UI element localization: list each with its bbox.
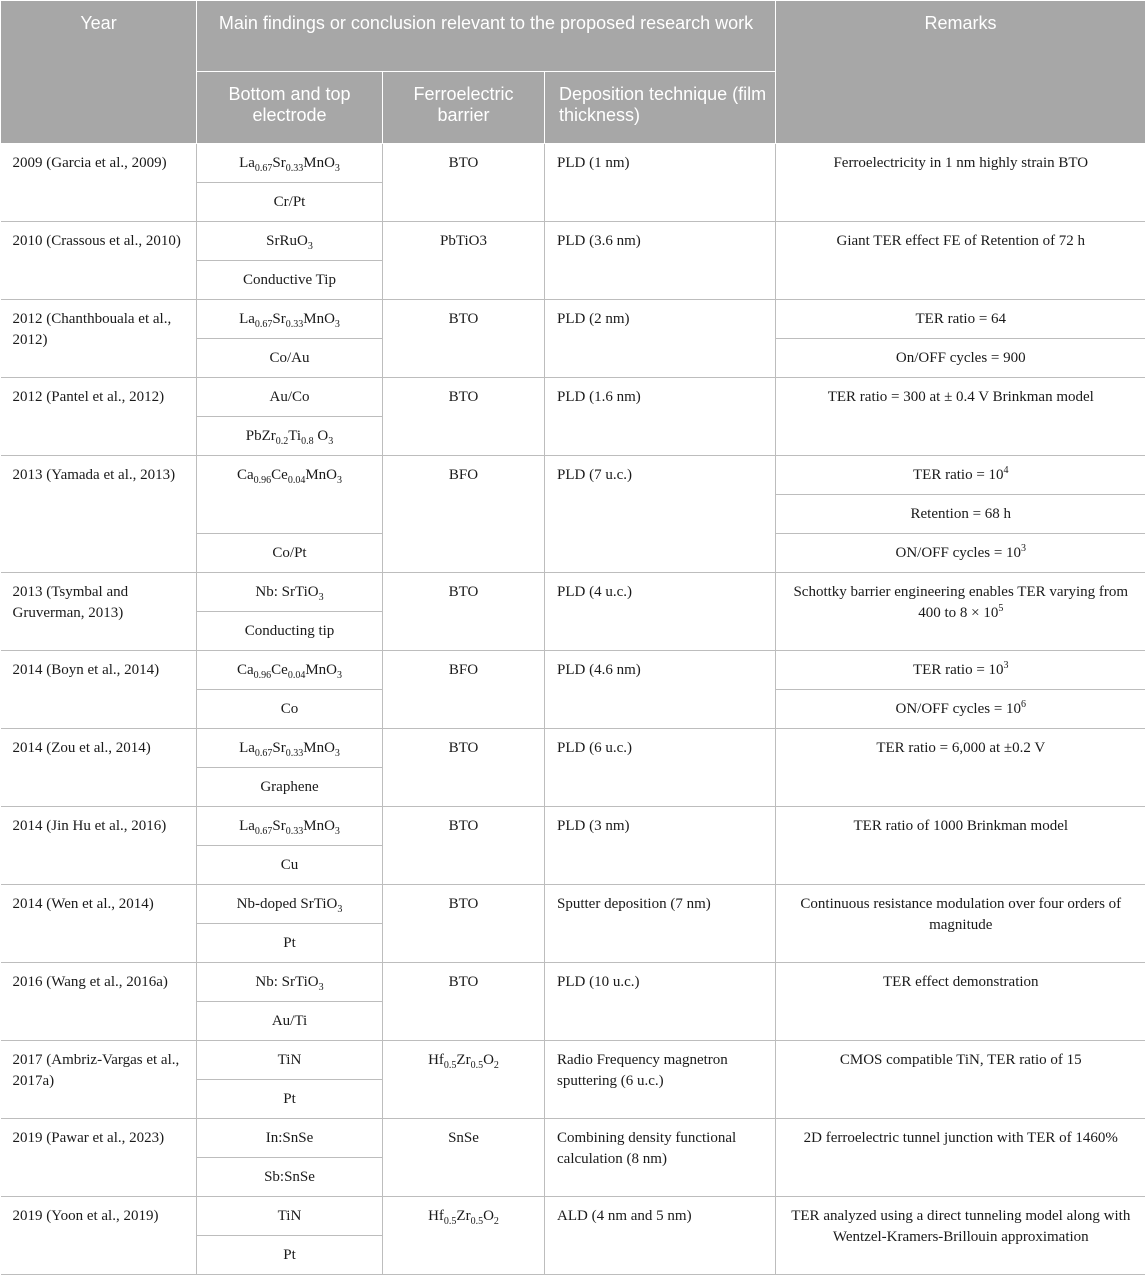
remarks-cell: On/OFF cycles = 900: [776, 339, 1145, 378]
table-row: [1, 651, 1145, 690]
year-cell: 2014 (Jin Hu et al., 2016): [1, 807, 197, 885]
top-electrode-cell: Cr/Pt: [197, 183, 383, 222]
remarks-cell: TER ratio = $10^3$: [776, 651, 1145, 690]
deposition-cell: PLD (3.6 nm): [545, 222, 776, 300]
remarks-cell: Giant TER effect FE of Retention of 72 h: [776, 222, 1145, 300]
deposition-cell: ALD (4 nm and 5 nm): [545, 1197, 776, 1275]
top-electrode-cell: $PbZr_{0.2}Ti_{0.8}$ $O_3$: [197, 417, 383, 456]
year-cell: 2010 (Crassous et al., 2010): [1, 222, 197, 300]
top-electrode-cell: Co/Pt: [197, 534, 383, 573]
bottom-electrode-cell: $La_{0.67}Sr_{0.33}MnO_3$: [197, 300, 383, 339]
top-electrode-cell: Au/Ti: [197, 1002, 383, 1041]
table-row: [1, 807, 1145, 846]
barrier-cell: BFO: [383, 651, 545, 729]
deposition-cell: PLD (2 nm): [545, 300, 776, 378]
main-findings-header: Main findings or conclusion relevant to the proposed research work: [197, 1, 776, 72]
bottom-electrode-cell: TiN: [197, 1041, 383, 1080]
year-cell: 2016 (Wang et al., 2016a): [1, 963, 197, 1041]
year-cell: 2009 (Garcia et al., 2009): [1, 144, 197, 222]
barrier-cell: BTO: [383, 300, 545, 378]
deposition-cell: PLD (6 u.c.): [545, 729, 776, 807]
table-row: [1, 729, 1145, 768]
top-electrode-cell: Conducting tip: [197, 612, 383, 651]
deposition-cell: PLD (10 u.c.): [545, 963, 776, 1041]
table-row: [1, 885, 1145, 924]
year-cell: 2019 (Yoon et al., 2019): [1, 1197, 197, 1275]
deposition-header: Deposition technique (film thickness): [545, 72, 776, 144]
deposition-cell: Sputter deposition (7 nm): [545, 885, 776, 963]
remarks-cell: Retention = 68 h: [776, 495, 1145, 534]
barrier-cell: PbTiO3: [383, 222, 545, 300]
remarks-cell: Continuous resistance modulation over four orders of magnitude: [776, 885, 1145, 963]
bottom-electrode-cell: $Ca_{0.96}Ce_{0.04}MnO_3$: [197, 456, 383, 534]
year-cell: 2013 (Yamada et al., 2013): [1, 456, 197, 573]
remarks-cell: TER effect demonstration: [776, 963, 1145, 1041]
bottom-electrode-cell: $Ca_{0.96}Ce_{0.04}MnO_3$: [197, 651, 383, 690]
top-electrode-cell: Pt: [197, 924, 383, 963]
remarks-cell: TER ratio = $10^4$: [776, 456, 1145, 495]
year-header: Year: [1, 1, 197, 144]
table-body: [1, 144, 1145, 1275]
top-electrode-cell: Conductive Tip: [197, 261, 383, 300]
bottom-electrode-cell: Nb-doped SrTiO$_3$: [197, 885, 383, 924]
barrier-cell: $Hf_{0.5}Zr_{0.5}O_2$: [383, 1041, 545, 1119]
barrier-cell: SnSe: [383, 1119, 545, 1197]
deposition-cell: PLD (1.6 nm): [545, 378, 776, 456]
remarks-cell: ON/OFF cycles = $10^3$: [776, 534, 1145, 573]
deposition-cell: PLD (3 nm): [545, 807, 776, 885]
remarks-cell: TER ratio = 64: [776, 300, 1145, 339]
year-cell: 2017 (Ambriz-Vargas et al., 2017a): [1, 1041, 197, 1119]
barrier-cell: BTO: [383, 573, 545, 651]
remarks-cell: TER ratio of 1000 Brinkman model: [776, 807, 1145, 885]
top-electrode-cell: Pt: [197, 1080, 383, 1119]
year-cell: 2019 (Pawar et al., 2023): [1, 1119, 197, 1197]
top-electrode-cell: Sb:SnSe: [197, 1158, 383, 1197]
year-cell: 2014 (Boyn et al., 2014): [1, 651, 197, 729]
bottom-electrode-cell: In:SnSe: [197, 1119, 383, 1158]
barrier-cell: BTO: [383, 807, 545, 885]
year-cell: 2013 (Tsymbal and Gruverman, 2013): [1, 573, 197, 651]
top-electrode-cell: Pt: [197, 1236, 383, 1275]
barrier-cell: BFO: [383, 456, 545, 573]
deposition-cell: Radio Frequency magnetron sputtering (6 u.c.): [545, 1041, 776, 1119]
bottom-electrode-cell: Nb: SrTiO$_3$: [197, 963, 383, 1002]
table-row: [1, 1197, 1145, 1236]
top-electrode-cell: Co/Au: [197, 339, 383, 378]
barrier-cell: BTO: [383, 729, 545, 807]
bottom-electrode-cell: $La_{0.67}Sr_{0.33}MnO_3$: [197, 729, 383, 768]
bottom-electrode-cell: TiN: [197, 1197, 383, 1236]
remarks-cell: TER ratio = 300 at ± 0.4 V Brinkman model: [776, 378, 1145, 456]
remarks-cell: ON/OFF cycles = $10^6$: [776, 690, 1145, 729]
table-row: [1, 573, 1145, 612]
remarks-cell: CMOS compatible TiN, TER ratio of 15: [776, 1041, 1145, 1119]
table-row: [1, 1041, 1145, 1080]
deposition-cell: Combining density functional calculation (8 nm): [545, 1119, 776, 1197]
top-electrode-cell: Graphene: [197, 768, 383, 807]
table-row: [1, 378, 1145, 417]
year-cell: 2014 (Wen et al., 2014): [1, 885, 197, 963]
barrier-cell: BTO: [383, 963, 545, 1041]
bottom-electrode-cell: Au/Co: [197, 378, 383, 417]
barrier-cell: BTO: [383, 378, 545, 456]
barrier-cell: BTO: [383, 144, 545, 222]
deposition-cell: PLD (4.6 nm): [545, 651, 776, 729]
year-cell: 2012 (Chanthbouala et al., 2012): [1, 300, 197, 378]
remarks-cell: Schottky barrier engineering enables TER varying from 400 to $8 \times 10^5$: [776, 573, 1145, 651]
table-header: [1, 1, 1145, 144]
top-electrode-cell: Cu: [197, 846, 383, 885]
table-row: [1, 963, 1145, 1002]
deposition-cell: PLD (1 nm): [545, 144, 776, 222]
bottom-electrode-cell: Nb: SrTiO$_3$: [197, 573, 383, 612]
remarks-cell: TER analyzed using a direct tunneling model along with Wentzel-Kramers-Brillouin approximation: [776, 1197, 1145, 1275]
remarks-cell: 2D ferroelectric tunnel junction with TER of 1460%: [776, 1119, 1145, 1197]
barrier-header: Ferroelectric barrier: [383, 72, 545, 144]
deposition-cell: PLD (7 u.c.): [545, 456, 776, 573]
barrier-cell: BTO: [383, 885, 545, 963]
remarks-cell: Ferroelectricity in 1 nm highly strain BTO: [776, 144, 1145, 222]
year-cell: 2014 (Zou et al., 2014): [1, 729, 197, 807]
deposition-cell: PLD (4 u.c.): [545, 573, 776, 651]
bottom-electrode-cell: $La_{0.67}Sr_{0.33}MnO_3$: [197, 144, 383, 183]
remarks-header: Remarks: [776, 1, 1145, 144]
electrode-header: Bottom and top electrode: [197, 72, 383, 144]
table-row: [1, 1119, 1145, 1158]
barrier-cell: $Hf_{0.5}Zr_{0.5}O_2$: [383, 1197, 545, 1275]
table-row: [1, 144, 1145, 183]
table-row: [1, 222, 1145, 261]
bottom-electrode-cell: $La_{0.67}Sr_{0.33}MnO_3$: [197, 807, 383, 846]
remarks-cell: TER ratio = 6,000 at ±0.2 V: [776, 729, 1145, 807]
table-row: [1, 300, 1145, 339]
table-row: [1, 456, 1145, 495]
bottom-electrode-cell: SrRuO$_3$: [197, 222, 383, 261]
year-cell: 2012 (Pantel et al., 2012): [1, 378, 197, 456]
top-electrode-cell: Co: [197, 690, 383, 729]
